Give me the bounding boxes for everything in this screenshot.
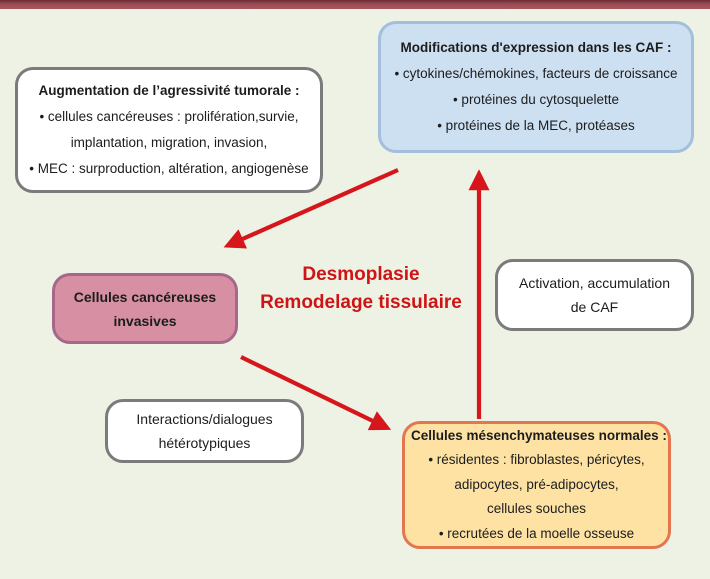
box-tumor-aggressiveness [15, 67, 323, 193]
box-caf-expression [378, 21, 694, 153]
center-label-line: Remodelage tissulaire [260, 292, 462, 313]
box-caf-activation-line: Activation, accumulation [519, 275, 670, 291]
box-normal-mesenchymal-cells-title: Cellules mésenchymateuses normales : [411, 427, 667, 443]
box-normal-mesenchymal-cells-line: • résidentes : fibroblastes, péricytes, [428, 452, 645, 468]
box-tumor-aggressiveness-title: Augmentation de l’agressivité tumorale : [38, 83, 300, 98]
center-label-desmoplasia [256, 261, 466, 317]
box-caf-activation [495, 259, 694, 331]
box-heterotypic-interactions [105, 399, 304, 463]
box-invasive-cancer-cells-line: invasives [113, 312, 177, 329]
top-border-bar [0, 0, 710, 9]
box-invasive-cancer-cells [52, 273, 238, 344]
box-normal-mesenchymal-cells-line: adipocytes, pré-adipocytes, [454, 476, 619, 492]
box-caf-expression-line: • protéines du cytosquelette [452, 92, 620, 107]
box-heterotypic-interactions-line: hétérotypiques [158, 435, 251, 451]
box-tumor-aggressiveness-line: • cellules cancéreuses : prolifération,survie, [39, 109, 299, 124]
box-invasive-cancer-cells-line: Cellules cancéreuses [73, 288, 217, 305]
center-label-line: Desmoplasie [302, 264, 420, 285]
box-normal-mesenchymal-cells-line: • recrutées de la moelle osseuse [438, 525, 635, 541]
box-tumor-aggressiveness-line: implantation, migration, invasion, [70, 135, 268, 150]
box-caf-expression-line: • cytokines/chémokines, facteurs de croissance [394, 66, 678, 81]
box-tumor-aggressiveness-line: • MEC : surproduction, altération, angiogenèse [29, 161, 309, 176]
box-normal-mesenchymal-cells-line: cellules souches [486, 501, 587, 517]
box-normal-mesenchymal-cells [402, 421, 671, 549]
box-caf-expression-line: • protéines de la MEC, protéases [437, 118, 635, 133]
box-caf-expression-title: Modifications d'expression dans les CAF : [400, 40, 672, 55]
box-caf-activation-line: de CAF [570, 299, 619, 315]
box-heterotypic-interactions-line: Interactions/dialogues [136, 411, 273, 427]
